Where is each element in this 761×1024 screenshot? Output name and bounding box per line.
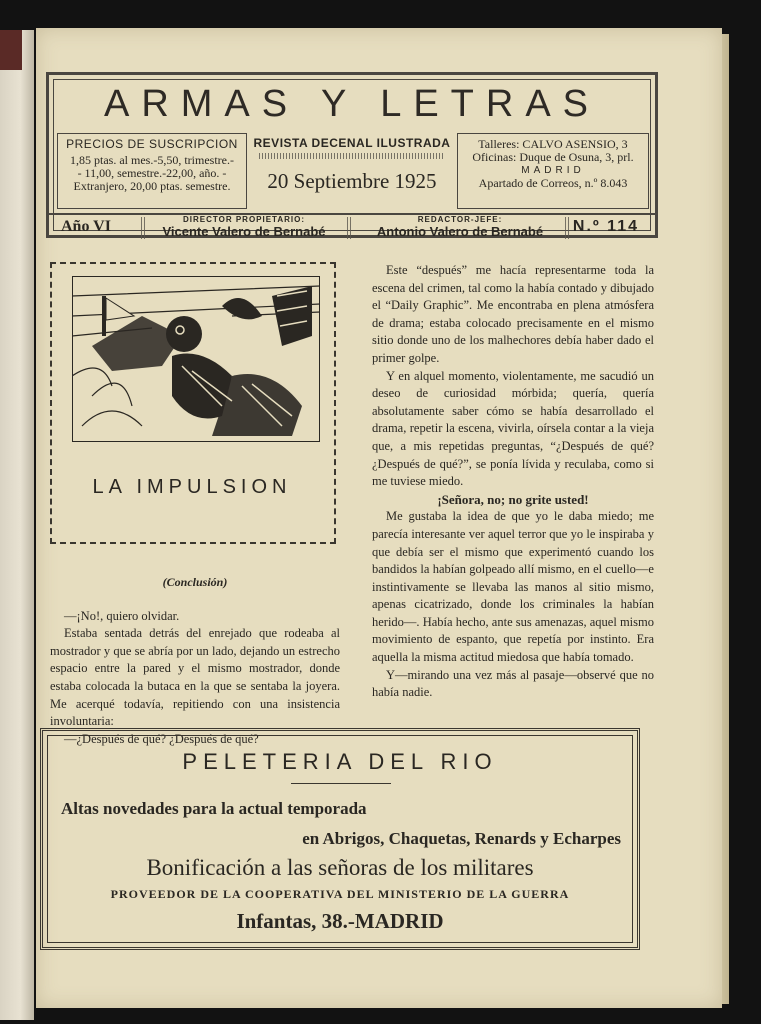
separator	[141, 217, 145, 239]
postal-box: Apartado de Correos, n.º 8.043	[478, 176, 628, 190]
binding-strip	[0, 30, 22, 70]
subscription-line: 1,85 ptas. al mes.-5,50, trimestre.-	[70, 153, 234, 167]
address-box	[457, 133, 649, 209]
subscription-line: Extranjero, 20,00 ptas. semestre.	[73, 179, 231, 193]
ad-rule	[291, 783, 391, 784]
paragraph: Estaba sentada detrás del enrejado que rodeaba al mostrador y que se abría por un lado, dejando un estrecho espacio entre la pared y el mismo mostrador, donde estaba colocada la butaca en la que se sentaba la joyera. Me acerqué todavía, repitiendo con una insistencia involuntaria:	[50, 626, 340, 729]
subscription-box	[57, 133, 247, 209]
paragraph: —¡No!, quiero olvidar.	[64, 608, 180, 623]
ad-title: PELETERIA DEL RIO	[182, 749, 498, 774]
right-column	[372, 262, 654, 702]
paragraph: —¿Después de qué? ¿Después de qué?	[64, 731, 259, 746]
advertisement	[40, 728, 640, 950]
director-name: Vicente Valero de Bernabé	[162, 224, 326, 239]
paragraph: Me gustaba la idea de que yo le daba miedo; me parecía interesante ver aquel terror que yo le inspiraba y que debía ser el mismo que experimentó cuando los bandidos la habían golpeado allí mismo, en el cuello—e instintivamente se llevaba las manos al sitio mismo, apenas cicatrizado, donde los criminales la habían herido—. Había hecho, ante sus amenazas, aquel mismo movimiento de espanto, que repetía por instinto. Era aquella la misma actitud miedosa que había tomado.	[372, 509, 654, 665]
paragraph: Y en alquel momento, violentamente, me sacudió un deseo de curiosidad mórbida; quería, quería absolutamente saber cómo se había desarrollado el drama, repetir la escena, vivirla, oírsela contar a la vieja que, a mis repetidas preguntas, “¿Después de qué? ¿Después de qué?”, se ponía lívida y reculaba, como si me tuviese miedo.	[372, 368, 654, 489]
magazine-subtitle: REVISTA DECENAL ILUSTRADA	[253, 136, 451, 150]
facing-page-edge	[0, 30, 34, 1020]
director-block	[149, 215, 339, 239]
director-label: DIRECTOR PROPIETARIO:	[182, 215, 306, 224]
city-label: MADRID	[521, 165, 585, 176]
masthead-center	[253, 133, 451, 209]
magazine-title: ARMAS Y LETRAS	[103, 83, 601, 125]
ad-line: Altas novedades para la actual temporada	[61, 799, 367, 818]
woodcut-illustration	[72, 276, 320, 442]
separator	[565, 217, 569, 239]
issue-number: N.º 114	[572, 218, 639, 235]
masthead-bottom-row	[49, 213, 655, 241]
hatch-rule	[259, 153, 445, 159]
paragraph: Y—mirando una vez más al pasaje—observé que no había nadie.	[372, 667, 654, 700]
oficinas-address: Oficinas: Duque de Osuna, 3, prl.	[472, 150, 634, 164]
masthead	[46, 72, 658, 238]
editor-block	[365, 215, 555, 239]
magazine-page	[36, 28, 722, 1008]
left-column	[50, 574, 340, 748]
editor-name: Antonio Valero de Bernabé	[376, 224, 544, 239]
separator	[347, 217, 351, 239]
ad-line: en Abrigos, Chaquetas, Renards y Echarpes	[302, 829, 621, 848]
editor-label: REDACTOR-JEFE:	[417, 215, 503, 224]
subscription-header: PRECIOS DE SUSCRIPCION	[66, 137, 238, 151]
section-subhead: ¡Señora, no; no grite usted!	[437, 491, 589, 507]
subscription-line: - 11,00, semestre.-22,00, año. -	[77, 166, 227, 180]
conclusion-label: (Conclusión)	[162, 575, 228, 589]
issue-date: 20 Septiembre 1925	[267, 169, 437, 193]
article-title: LA IMPULSION	[92, 476, 292, 498]
ad-line: Bonificación a las señoras de los militares	[146, 855, 534, 880]
talleres-address: Talleres: CALVO ASENSIO, 3	[478, 137, 628, 151]
ad-address: Infantas, 38.-MADRID	[236, 909, 444, 933]
ad-line: PROVEEDOR DE LA COOPERATIVA DEL MINISTERIO DE LA GUERRA	[110, 887, 570, 901]
paragraph: Este “después” me hacía representarme toda la escena del crimen, tal como la había contado y dibujado el “Daily Graphic”. Me encontraba en plena atmósfera de drama; estaba colocado precisamente en el mismo sitio donde uno de los malhechores debía haber dado el primer golpe.	[372, 263, 654, 365]
year-label: Año VI	[61, 218, 111, 235]
